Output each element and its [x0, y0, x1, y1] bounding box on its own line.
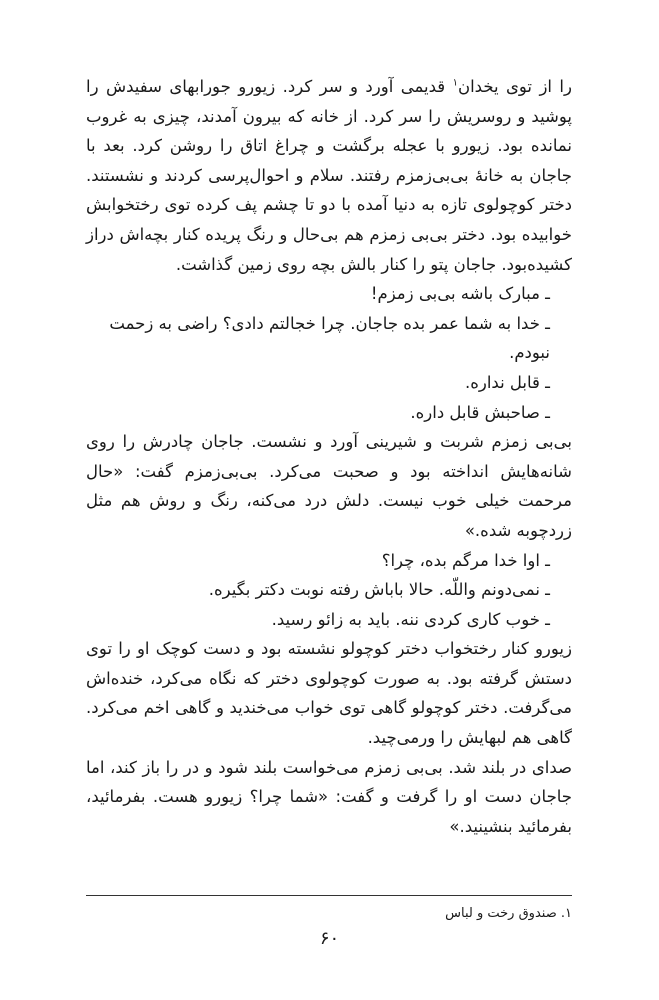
- dialogue-line: ـ اوا خدا مرگم بده، چرا؟: [381, 550, 550, 570]
- dialogue-line: ـ خدا به شما عمر بده جاجان. چرا خجالتم دادی؟ راضی به زحمت نبودم.: [109, 313, 550, 363]
- footnote-marker: ۱: [452, 77, 458, 89]
- paragraph: [86, 72, 572, 279]
- body-text: [86, 72, 572, 841]
- dialogue-line: ـ مبارک باشه بی‌بی زمزم!: [370, 284, 550, 304]
- dialogue-line: ـ نمی‌دونم واللّه. حالا باباش رفته نوبت دکتر بگیره.: [208, 580, 550, 600]
- dialogue-line: ـ قابل نداره.: [464, 372, 550, 392]
- paragraph-text: را از توی یخدان: [457, 77, 572, 96]
- paragraph: بی‌بی زمزم شربت و شیرینی آورد و نشست. جاجان چادرش را روی شانه‌هایش انداخته بود و صحبت می‌کرد. بی‌بی‌زمزم گفت: «حال مرحمت خیلی خوب نیست. دلش درد می‌کنه، رنگ و روش هم مثل زردچوبه شده.»: [86, 432, 572, 540]
- footnote-divider: [86, 895, 572, 896]
- dialogue-line: ـ خوب کاری کردی ننه. باید به زائو رسید.: [271, 609, 550, 629]
- paragraph-text: قدیمی آورد و سر کرد. زیورو جورابهای سفیدش را پوشید و روسریش را سر کرد. از خانه که بیرون آمدند، چیزی به غروب نمانده بود. زیورو با عجله برگشت و چراغ اتاق را روشن کرد. بعد با جاجان به خانهٔ بی‌بی‌زمزم رفتند. سلام و احوال‌پرسی کردند و نشستند. دختر کوچولوی تازه به دنیا آمده با دو تا چشم پف کرده توی رختخوابش خوابیده بود. دختر بی‌بی زمزم هم بی‌حال و رنگ پریده کنار بچه‌اش دراز کشیده‌بود. جاجان پتو را کنار بالش بچه روی زمین گذاشت.: [86, 77, 572, 274]
- page-number: ۶۰: [319, 928, 340, 949]
- paragraph: زیورو کنار رختخواب دختر کوچولو نشسته بود و دست کوچک او را توی دستش گرفته بود. به صورت کوچولوی دختر که نگاه می‌کرد، خنده‌اش می‌گرفت. دختر کوچولو گاهی توی خواب می‌خندید و گاهی اخم می‌کرد. گاهی هم لبهایش را ورمی‌چید.: [86, 639, 572, 748]
- paragraph: صدای در بلند شد. بی‌بی زمزم می‌خواست بلند شود و در را باز کند، اما جاجان دست او را گرفت و گفت: «شما چرا؟ زیورو هست. بفرمائید، بفرمائید بنشینید.»: [86, 757, 572, 836]
- footnote: ۱. صندوق رخت و لباس: [445, 906, 572, 921]
- dialogue-line: ـ صاحبش قابل داره.: [410, 402, 550, 422]
